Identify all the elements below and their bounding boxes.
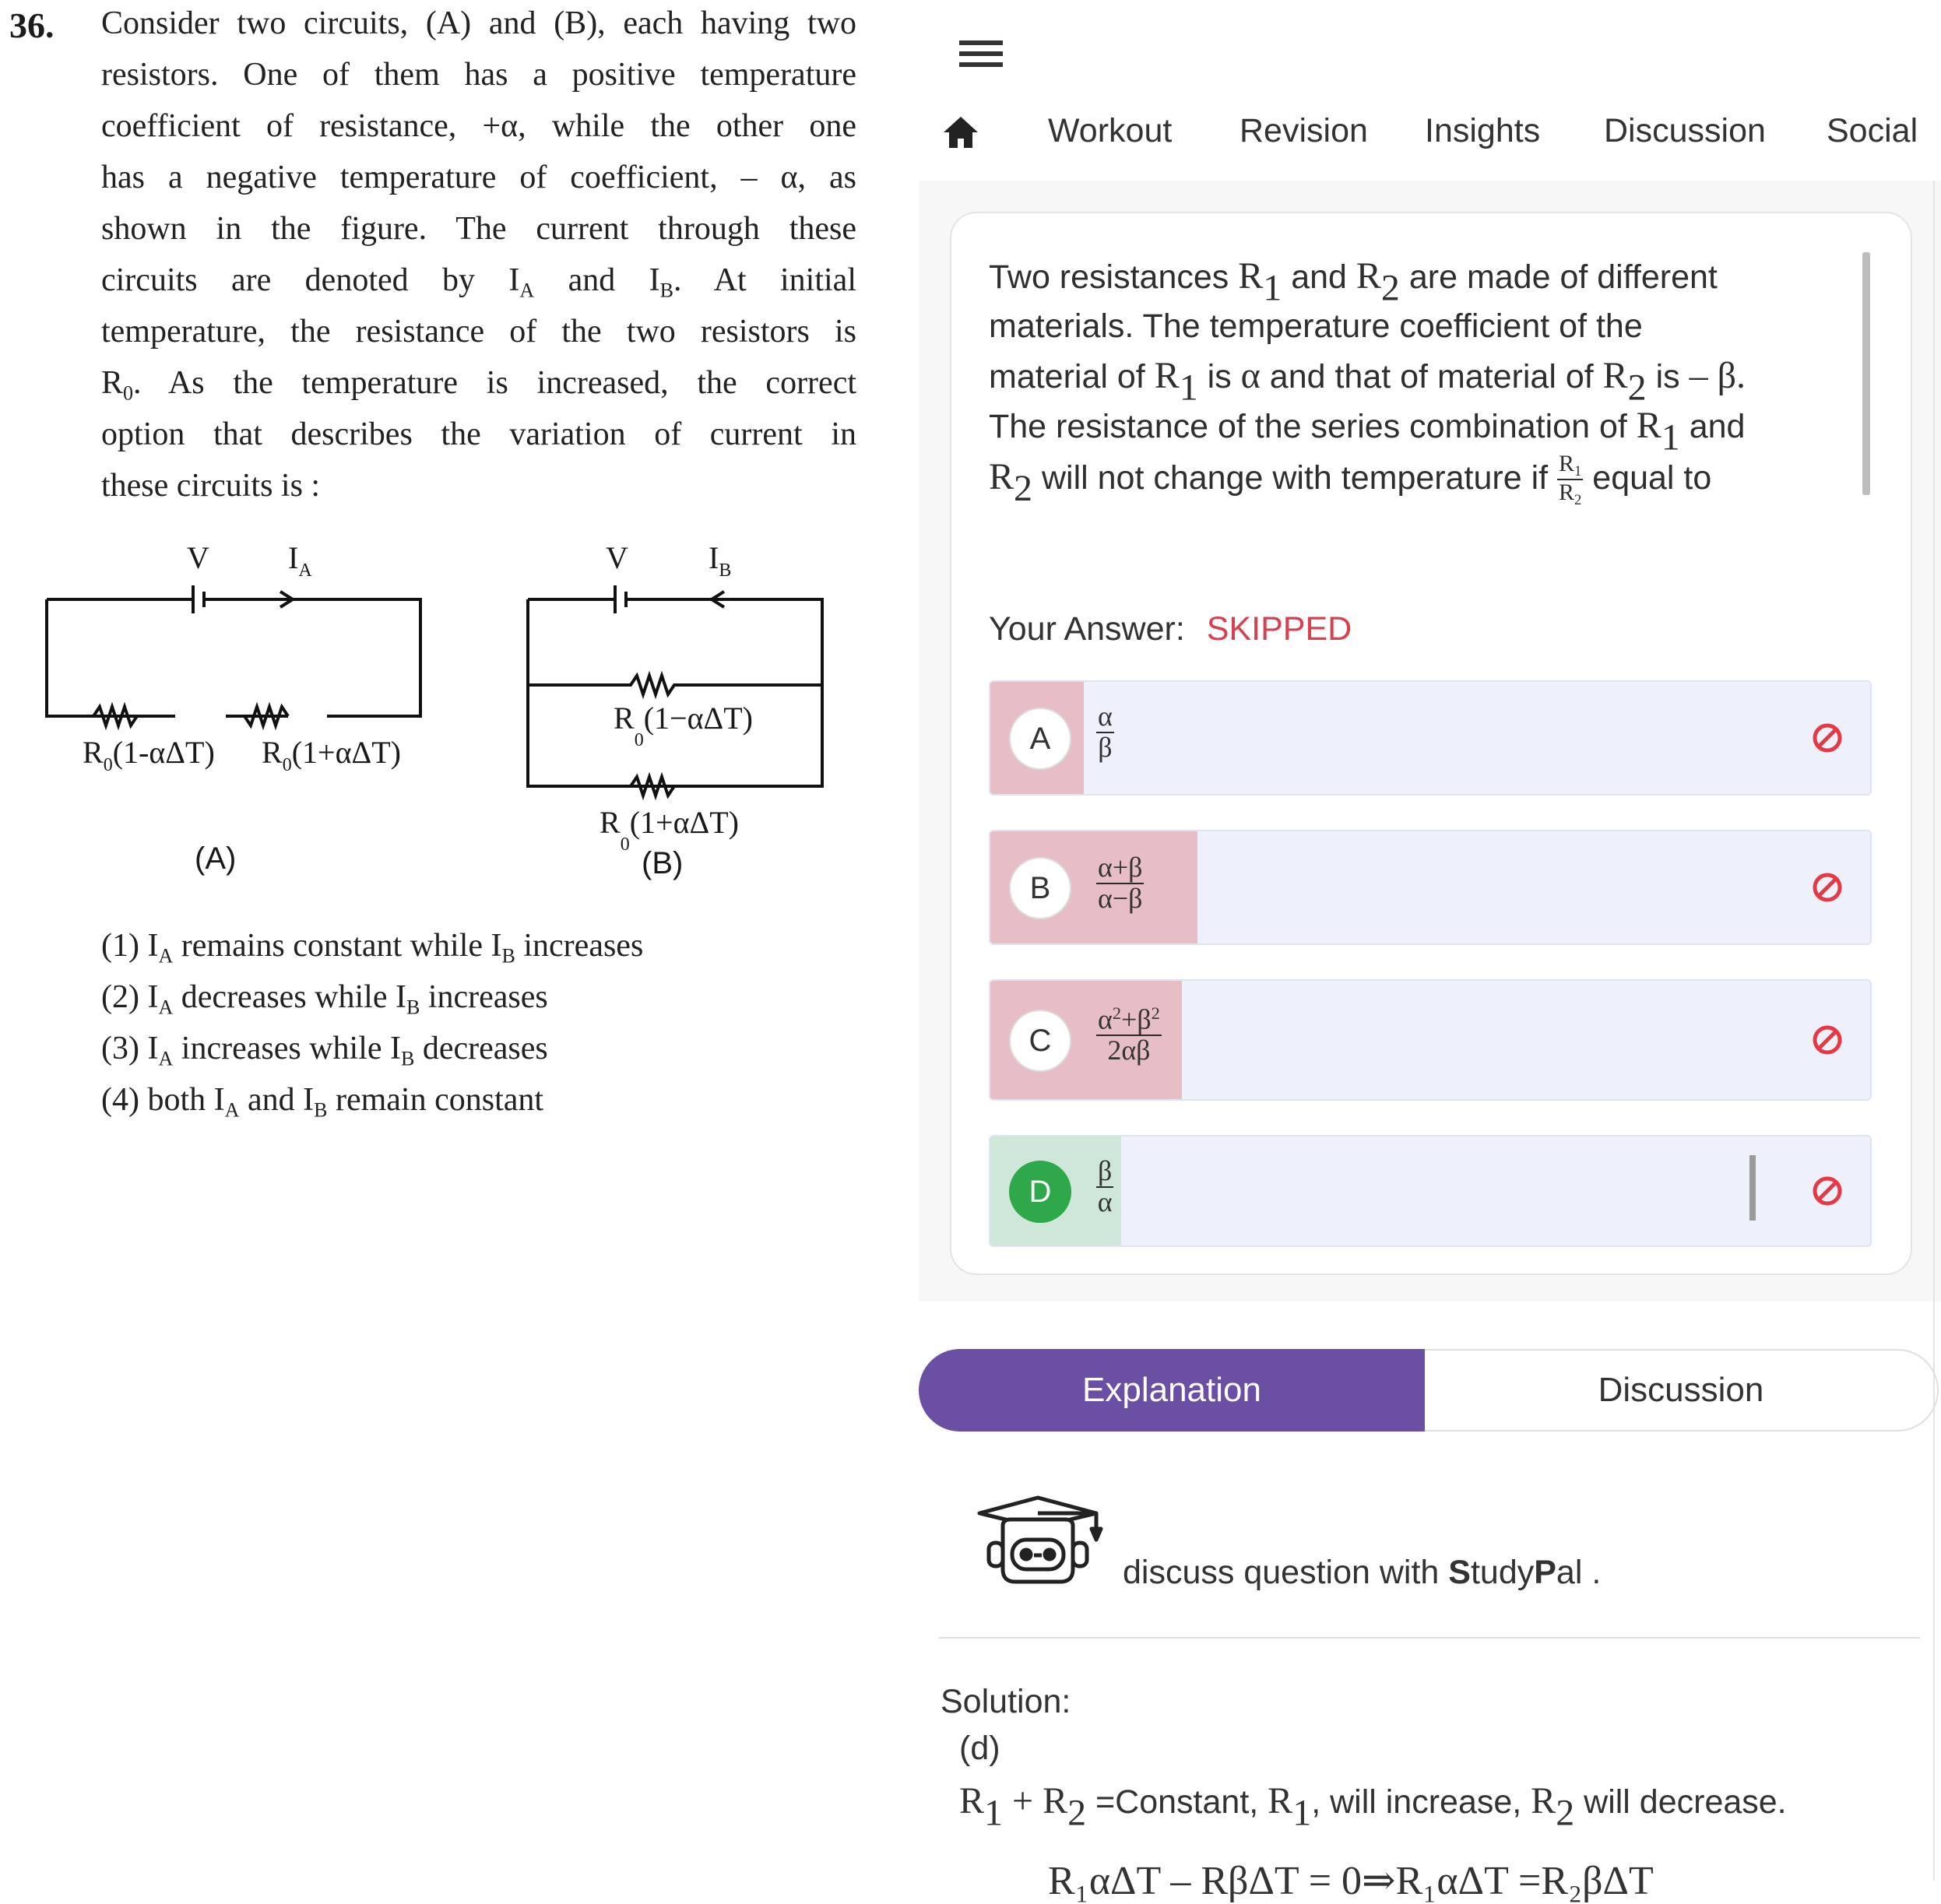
option-letter: D bbox=[1009, 1161, 1071, 1223]
resistor-label: $R_0(1+\alpha\Delta T)$ bbox=[262, 735, 401, 775]
question-line: coefficient of resistance, +α, while the other one bbox=[101, 108, 856, 144]
scrollbar[interactable] bbox=[1862, 252, 1870, 495]
figure-caption: (B) bbox=[642, 846, 684, 880]
card-question-text: Two resistances $R_1$ and $R_2$ are made of different materials. The temperature coefficient of the material of $R_1$ is α and that of material of $R_2$ is – β. The resistance of the series combination of $R_1$ and $R_2$ will not change with temperature if $\frac{R_1}{R_2}$ equal to bbox=[989, 255, 1746, 510]
question-line: temperature, the resistance of the two resistors is bbox=[101, 314, 856, 350]
answer-option-a[interactable] bbox=[989, 680, 1872, 796]
panel-border bbox=[1933, 181, 1941, 1881]
circuit-a-diagram bbox=[31, 529, 436, 895]
question-options bbox=[101, 922, 643, 1128]
question-line: has a negative temperature of coefficient, – α, as bbox=[101, 160, 856, 195]
option-3: (3) $I_A$ increases while $I_B$ decreases bbox=[101, 1031, 548, 1070]
option-formula: $\frac{\alpha^2+\beta^2}{2\alpha\beta}$ bbox=[1098, 1003, 1160, 1066]
divider bbox=[939, 1637, 1920, 1639]
option-formula: $\frac{\alpha}{\beta}$ bbox=[1098, 701, 1113, 763]
option-letter: B bbox=[1009, 857, 1071, 919]
question-line: Consider two circuits, (A) and (B), each having two bbox=[101, 5, 856, 41]
question-text bbox=[101, 0, 856, 514]
circuit-b-diagram bbox=[514, 529, 856, 895]
your-answer: Your Answer: SKIPPED bbox=[989, 610, 1352, 648]
question-scan bbox=[0, 0, 895, 1881]
question-line: $R_0$. As the temperature is increased, the correct bbox=[101, 365, 856, 405]
option-2: (2) $I_A$ decreases while $I_B$ increases bbox=[101, 979, 548, 1019]
figure-caption: (A) bbox=[195, 841, 237, 876]
home-icon[interactable] bbox=[942, 114, 979, 151]
question-card bbox=[950, 212, 1912, 1275]
question-line: circuits are denoted by $I_A$ and $I_B$. At initial bbox=[101, 262, 856, 302]
nav-social[interactable]: Social bbox=[1827, 112, 1918, 149]
question-line: shown in the figure. The current through these bbox=[101, 211, 856, 247]
question-line: resistors. One of them has a positive temperature bbox=[101, 57, 856, 93]
question-number: 36. bbox=[9, 5, 55, 45]
resistor-label: $R_0(1+\alpha\Delta T)$ bbox=[600, 805, 739, 855]
hamburger-icon[interactable] bbox=[959, 40, 1003, 69]
option-letter: C bbox=[1009, 1010, 1071, 1072]
option-formula: $\frac{\alpha+\beta}{\alpha-\beta}$ bbox=[1098, 852, 1143, 914]
option-1: (1) $I_A$ remains constant while $I_B$ increases bbox=[101, 928, 644, 968]
ban-icon bbox=[1812, 1024, 1843, 1056]
option-formula: $\frac{\beta}{\alpha}$ bbox=[1097, 1155, 1113, 1217]
tab-discussion[interactable]: Discussion bbox=[1425, 1349, 1939, 1432]
studypal-link[interactable]: discuss question with StudyPal . bbox=[1123, 1554, 1602, 1591]
nav-workout[interactable]: Workout bbox=[1048, 112, 1173, 149]
solution-heading: Solution: bbox=[941, 1683, 1071, 1720]
battery-label: V bbox=[606, 540, 628, 575]
question-line: option that describes the variation of current in bbox=[101, 416, 856, 452]
answer-option-d[interactable] bbox=[989, 1135, 1872, 1247]
nav-insights[interactable]: Insights bbox=[1425, 112, 1541, 149]
nav-discussion[interactable]: Discussion bbox=[1604, 112, 1766, 149]
ban-icon bbox=[1812, 872, 1843, 903]
app-panel bbox=[919, 0, 1941, 1903]
solution-equation: R₁αΔT – RβΔT = 0⇒R₁αΔT =R₂βΔT bbox=[1048, 1859, 1654, 1903]
answer-status: SKIPPED bbox=[1206, 610, 1352, 648]
answer-option-b[interactable] bbox=[989, 830, 1872, 945]
tab-explanation[interactable]: Explanation bbox=[919, 1349, 1425, 1432]
text-cursor bbox=[1749, 1155, 1756, 1221]
battery-label: V bbox=[187, 540, 209, 575]
robot-graduate-icon[interactable] bbox=[972, 1488, 1104, 1590]
solution-answer: (d) bbox=[959, 1730, 1000, 1767]
ban-icon bbox=[1812, 1175, 1843, 1207]
question-line: these circuits is : bbox=[101, 468, 321, 504]
ban-icon bbox=[1812, 722, 1843, 754]
current-label: $I_A$ bbox=[288, 540, 312, 581]
top-nav bbox=[919, 93, 1941, 179]
option-letter: A bbox=[1009, 708, 1071, 770]
option-4: (4) both $I_A$ and $I_B$ remain constant bbox=[101, 1082, 544, 1122]
answer-option-c[interactable] bbox=[989, 979, 1872, 1101]
nav-revision[interactable]: Revision bbox=[1239, 112, 1368, 149]
resistor-label: $R_0(1-\alpha\Delta T)$ bbox=[83, 735, 215, 775]
solution-tabs bbox=[919, 1349, 1939, 1432]
resistor-label: $R_0(1-\alpha\Delta T)$ bbox=[614, 701, 753, 750]
solution-line: $R_1 + R_2$ =Constant, $R_1$, will increase, $R_2$ will decrease. bbox=[959, 1780, 1787, 1834]
current-label: $I_B$ bbox=[709, 540, 732, 581]
